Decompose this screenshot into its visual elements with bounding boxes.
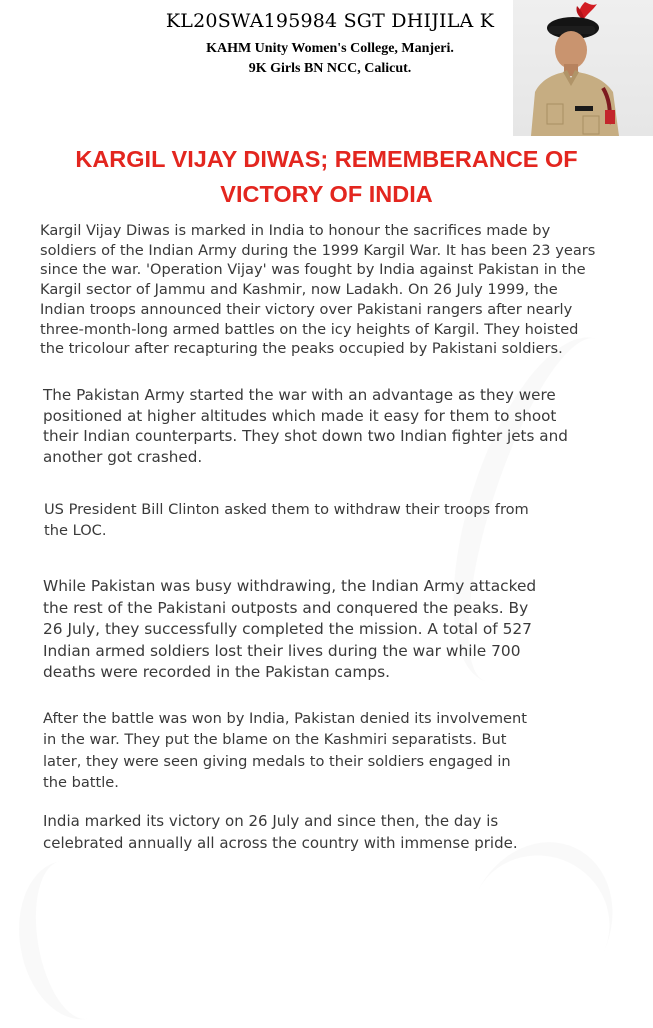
article-title xyxy=(40,142,613,212)
text-line: US President Bill Clinton asked them to withdraw their troops from xyxy=(44,501,529,518)
text-line: After the battle was won by India, Pakistan denied its involvement xyxy=(43,710,528,727)
text-line: the rest of the Pakistani outposts and conquered the peaks. By xyxy=(43,598,529,617)
text-line: their Indian counterparts. They shot down two Indian fighter jets and xyxy=(43,427,568,446)
text-line: the tricolour after recapturing the peaks occupied by Pakistani soldiers. xyxy=(40,340,563,358)
text-line: three-month-long armed battles on the icy heights of Kargil. They hoisted xyxy=(40,320,579,338)
text-line: Kargil Vijay Diwas is marked in India to honour the sacrifices made by xyxy=(40,222,551,239)
text-line: Indian armed soldiers lost their lives during the war while 700 xyxy=(43,641,521,660)
paragraph-aftermath xyxy=(43,708,527,794)
article-title-line: VICTORY OF INDIA xyxy=(220,181,433,207)
watermark-stroke xyxy=(7,852,141,1028)
paragraph-celebration xyxy=(43,810,518,854)
college-name: KAHM Unity Women's College, Manjeri. xyxy=(206,41,454,56)
text-line: The Pakistan Army started the war with an advantage as they were xyxy=(43,386,556,404)
text-line: deaths were recorded in the Pakistan camps. xyxy=(43,663,391,682)
text-line: the LOC. xyxy=(44,521,107,539)
ncc-unit: 9K Girls BN NCC, Calicut. xyxy=(248,61,412,76)
text-line: positioned at higher altitudes which made it easy for them to shoot xyxy=(43,406,557,425)
cadet-photo xyxy=(513,0,653,136)
paragraph-pakistan-advantage xyxy=(43,385,568,467)
text-line: the battle. xyxy=(43,774,119,792)
text-line: since the war. 'Operation Vijay' was fought by India against Pakistan in the xyxy=(40,261,586,279)
paragraph-clinton xyxy=(44,500,529,541)
text-line: celebrated annually all across the country with immense pride. xyxy=(43,834,518,852)
paragraph-intro xyxy=(40,221,595,359)
text-line: While Pakistan was busy withdrawing, the Indian Army attacked xyxy=(43,577,537,595)
text-line: another got crashed. xyxy=(43,447,203,466)
text-line: later, they were seen giving medals to their soldiers engaged in xyxy=(43,752,511,770)
article-title-line: KARGIL VIJAY DIWAS; REMEMBERANCE OF xyxy=(75,146,578,172)
text-line: Indian troops announced their victory over Pakistani rangers after nearly xyxy=(40,300,573,318)
text-line: India marked its victory on 26 July and since then, the day is xyxy=(43,812,499,830)
text-line: 26 July, they successfully completed the mission. A total of 527 xyxy=(43,620,532,639)
paragraph-mission-complete xyxy=(43,576,536,684)
text-line: soldiers of the Indian Army during the 1999 Kargil War. It has been 23 years xyxy=(40,241,596,259)
author-name: KL20SWA195984 SGT DHIJILA K xyxy=(165,10,495,32)
text-line: Kargil sector of Jammu and Kashmir, now Ladakh. On 26 July 1999, the xyxy=(40,281,558,299)
text-line: in the war. They put the blame on the Kashmiri separatists. But xyxy=(43,731,507,749)
